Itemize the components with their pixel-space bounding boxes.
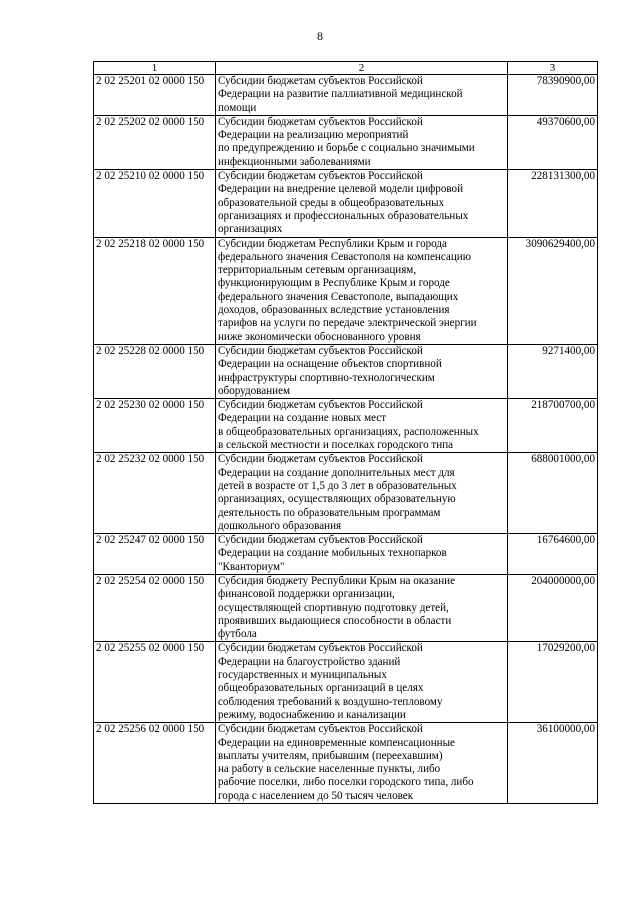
amount-cell: 218700700,00 <box>508 399 598 453</box>
description-cell: Субсидии бюджетам субъектов Российской Федерации на единовременные компенсационные выплаты учителям, прибывшим (переехавшим) на работу в сельские населенные пункты, либо рабочие поселки, либо поселки городского типа, либо города с населением до 50 тысяч человек <box>216 723 508 804</box>
amount-cell: 228131300,00 <box>508 170 598 237</box>
table-header-row <box>94 62 598 75</box>
description-cell: Субсидии бюджетам субъектов Российской Федерации на оснащение объектов спортивной инфраструктуры спортивно-технологическим оборудованием <box>216 344 508 398</box>
table-row <box>94 115 598 169</box>
table-row <box>94 534 598 575</box>
amount-cell: 16764600,00 <box>508 534 598 575</box>
column-header-amount: 3 <box>508 62 598 75</box>
amount-cell: 3090629400,00 <box>508 237 598 344</box>
description-cell: Субсидии бюджетам субъектов Российской Федерации на благоустройство зданий государственных и муниципальных общеобразовательных организаций в целях соблюдения требований к воздушно-тепловому режиму, водоснабжению и канализации <box>216 642 508 723</box>
table-row <box>94 574 598 641</box>
amount-cell: 688001000,00 <box>508 453 598 534</box>
amount-cell: 9271400,00 <box>508 344 598 398</box>
description-cell: Субсидии бюджетам субъектов Российской Федерации на реализацию мероприятий по предупреждению и борьбе с социально значимыми инфекционными заболеваниями <box>216 115 508 169</box>
column-header-description: 2 <box>216 62 508 75</box>
budget-code-cell: 2 02 25256 02 0000 150 <box>94 723 216 804</box>
description-cell: Субсидии бюджетам субъектов Российской Федерации на создание дополнительных мест для детей в возрасте от 1,5 до 3 лет в образовательных организациях, осуществляющих образовательную деятельность по образовательным программам дошкольного образования <box>216 453 508 534</box>
amount-cell: 17029200,00 <box>508 642 598 723</box>
amount-cell: 49370600,00 <box>508 115 598 169</box>
table-row <box>94 642 598 723</box>
table-row <box>94 723 598 804</box>
description-cell: Субсидии бюджетам субъектов Российской Федерации на создание мобильных технопарков "Кванториум" <box>216 534 508 575</box>
budget-table <box>93 61 598 804</box>
table-row <box>94 344 598 398</box>
budget-code-cell: 2 02 25210 02 0000 150 <box>94 170 216 237</box>
page-number: 8 <box>317 29 323 43</box>
budget-code-cell: 2 02 25232 02 0000 150 <box>94 453 216 534</box>
amount-cell: 78390900,00 <box>508 75 598 116</box>
amount-cell: 204000000,00 <box>508 574 598 641</box>
budget-code-cell: 2 02 25201 02 0000 150 <box>94 75 216 116</box>
amount-cell: 36100000,00 <box>508 723 598 804</box>
budget-code-cell: 2 02 25247 02 0000 150 <box>94 534 216 575</box>
table-row <box>94 453 598 534</box>
table-row <box>94 237 598 344</box>
column-header-code: 1 <box>94 62 216 75</box>
table-row <box>94 399 598 453</box>
budget-code-cell: 2 02 25254 02 0000 150 <box>94 574 216 641</box>
budget-code-cell: 2 02 25255 02 0000 150 <box>94 642 216 723</box>
description-cell: Субсидии бюджетам субъектов Российской Федерации на развитие паллиативной медицинской помощи <box>216 75 508 116</box>
budget-code-cell: 2 02 25230 02 0000 150 <box>94 399 216 453</box>
description-cell: Субсидии бюджетам Республики Крым и города федерального значения Севастополя на компенсацию территориальным сетевым организациям, функционирующим в Республике Крым и городе федерального значения Севастополе, выпадающих доходов, образованных вследствие установления тарифов на услуги по передаче электрической энергии ниже экономически обоснованного уровня <box>216 237 508 344</box>
table-row <box>94 75 598 116</box>
description-cell: Субсидии бюджетам субъектов Российской Федерации на создание новых мест в общеобразовательных организациях, расположенных в сельской местности и поселках городского типа <box>216 399 508 453</box>
budget-code-cell: 2 02 25228 02 0000 150 <box>94 344 216 398</box>
budget-code-cell: 2 02 25202 02 0000 150 <box>94 115 216 169</box>
budget-code-cell: 2 02 25218 02 0000 150 <box>94 237 216 344</box>
description-cell: Субсидии бюджетам субъектов Российской Федерации на внедрение целевой модели цифровой образовательной среды в общеобразовательных организациях и профессиональных образовательных организациях <box>216 170 508 237</box>
table-row <box>94 170 598 237</box>
description-cell: Субсидия бюджету Республики Крым на оказание финансовой поддержки организации, осуществляющей спортивную подготовку детей, проявивших выдающиеся способности в области футбола <box>216 574 508 641</box>
